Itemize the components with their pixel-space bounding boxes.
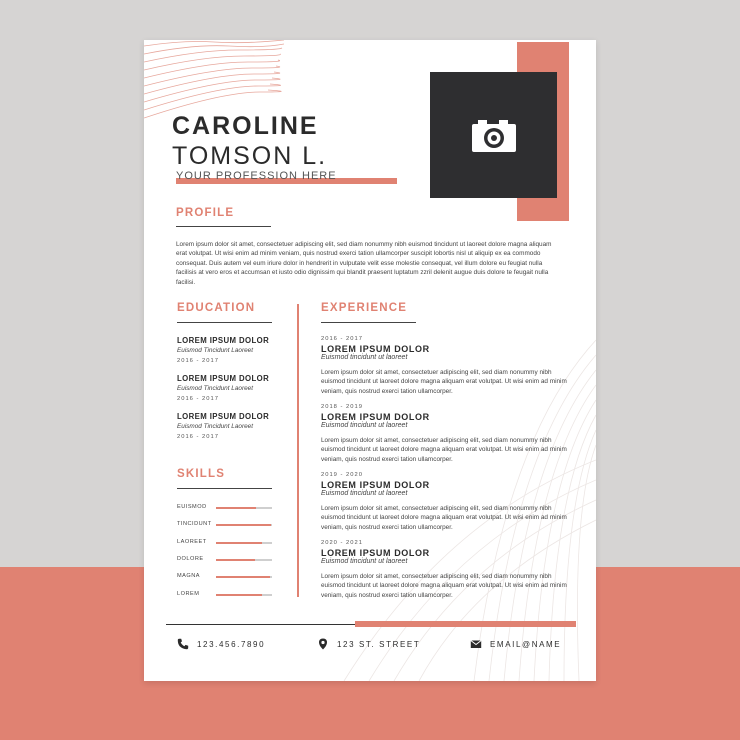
skill-bar-fill — [216, 559, 255, 561]
email: EMAIL@NAME — [490, 639, 562, 649]
skill-bar-fill — [216, 507, 256, 509]
contact-phone[interactable] — [177, 638, 265, 650]
skill-bar — [216, 594, 272, 596]
skill-bar — [216, 542, 272, 544]
experience-dates: 2016 - 2017 — [321, 336, 363, 342]
profile-text: Lorem ipsum dolor sit amet, consectetuer adipiscing elit, sed diam nonummy nibh euismod tincidunt ut laoreet dolore magna aliquam erat volutpat. Ut wisi enim ad minim veniam, quis nostrud exerci tation ullamcorper suscipit lobortis nisl ut aliquip ex ea commodo consequat. Duis autem vel eum iriure dolor in hendrerit in vulputate velit esse molestie consequat, vel illum dolore eu feugiat nulla facilisis at vero eros et accumsan et iusto odio dignissim qui blandit praesent luptatum zzril delenit augue duis dolore te feugait nulla facilisi. — [176, 241, 552, 286]
skill-bar-fill — [216, 524, 271, 526]
skill-bar-fill — [216, 576, 270, 578]
experience-title: LOREM IPSUM DOLOR — [321, 480, 430, 490]
education-dates: 2016 - 2017 — [177, 434, 219, 440]
experience-title: LOREM IPSUM DOLOR — [321, 344, 430, 354]
experience-dates: 2019 - 2020 — [321, 472, 363, 478]
education-heading: EDUCATION — [177, 302, 256, 314]
footer-divider — [166, 624, 356, 625]
profile-heading: PROFILE — [176, 207, 235, 219]
column-divider — [297, 304, 299, 597]
experience-heading: EXPERIENCE — [321, 302, 408, 314]
education-dates: 2016 - 2017 — [177, 396, 219, 402]
skill-bar-fill — [216, 542, 262, 544]
education-subtitle: Euismod Tincidunt Laoreet — [177, 385, 253, 392]
footer-accent-bar — [355, 621, 576, 627]
skill-label: LOREM — [177, 591, 200, 597]
contact-address[interactable] — [317, 638, 420, 650]
skill-label: EUISMOD — [177, 504, 207, 510]
profile-divider — [176, 226, 271, 227]
experience-description: Lorem ipsum dolor sit amet, consectetuer adipiscing elit, sed diam nonummy nibh euismod tincidunt ut laoreet dolore magna aliquam erat volutpat. Ut wisi enim ad minim veniam, quis nostrud exerci tation ullamcorper. — [321, 573, 567, 599]
education-subtitle: Euismod Tincidunt Laoreet — [177, 347, 253, 354]
photo-placeholder[interactable] — [430, 72, 557, 198]
experience-title: LOREM IPSUM DOLOR — [321, 548, 430, 558]
location-pin-icon — [317, 638, 329, 650]
skill-bar — [216, 507, 272, 509]
experience-description: Lorem ipsum dolor sit amet, consectetuer adipiscing elit, sed diam nonummy nibh euismod tincidunt ut laoreet dolore magna aliquam erat volutpat. Ut wisi enim ad minim veniam, quis nostrud exerci tation ullamcorper. — [321, 505, 567, 531]
contact-email[interactable] — [470, 638, 561, 650]
camera-icon — [472, 118, 516, 152]
skill-bar-fill — [216, 594, 262, 596]
experience-subtitle: Euismod tincidunt ut laoreet — [321, 558, 408, 565]
skill-label: TINCIDUNT — [177, 521, 212, 527]
experience-dates: 2020 - 2021 — [321, 540, 363, 546]
first-name: CAROLINE — [172, 112, 319, 140]
skill-label: MAGNA — [177, 573, 201, 579]
skill-bar — [216, 524, 272, 526]
skill-bar — [216, 559, 272, 561]
phone-icon — [177, 638, 189, 650]
last-name: TOMSON L. — [172, 142, 328, 170]
education-divider — [177, 322, 272, 323]
experience-description: Lorem ipsum dolor sit amet, consectetuer adipiscing elit, sed diam nonummy nibh euismod tincidunt ut laoreet dolore magna aliquam erat volutpat. Ut wisi enim ad minim veniam, quis nostrud exerci tation ullamcorper. — [321, 437, 567, 463]
phone-number: 123.456.7890 — [197, 639, 266, 649]
education-subtitle: Euismod Tincidunt Laoreet — [177, 423, 253, 430]
experience-title: LOREM IPSUM DOLOR — [321, 412, 430, 422]
resume-page — [144, 40, 596, 681]
experience-description: Lorem ipsum dolor sit amet, consectetuer adipiscing elit, sed diam nonummy nibh euismod tincidunt ut laoreet dolore magna aliquam erat volutpat. Ut wisi enim ad minim veniam, quis nostrud exerci tation ullamcorper. — [321, 369, 567, 395]
skills-heading: SKILLS — [177, 468, 226, 480]
experience-subtitle: Euismod tincidunt ut laoreet — [321, 490, 408, 497]
education-title: LOREM IPSUM DOLOR — [177, 412, 270, 421]
experience-subtitle: Euismod tincidunt ut laoreet — [321, 354, 408, 361]
experience-subtitle: Euismod tincidunt ut laoreet — [321, 422, 408, 429]
address: 123 ST. STREET — [337, 639, 421, 649]
skills-divider — [177, 488, 272, 489]
skill-label: DOLORE — [177, 556, 204, 562]
skill-bar — [216, 576, 272, 578]
education-dates: 2016 - 2017 — [177, 358, 219, 364]
education-title: LOREM IPSUM DOLOR — [177, 374, 270, 383]
skill-label: LAOREET — [177, 539, 207, 545]
experience-dates: 2018 - 2019 — [321, 404, 363, 410]
profession: YOUR PROFESSION HERE — [176, 170, 337, 182]
experience-divider — [321, 322, 416, 323]
envelope-icon — [470, 638, 482, 650]
education-title: LOREM IPSUM DOLOR — [177, 336, 270, 345]
